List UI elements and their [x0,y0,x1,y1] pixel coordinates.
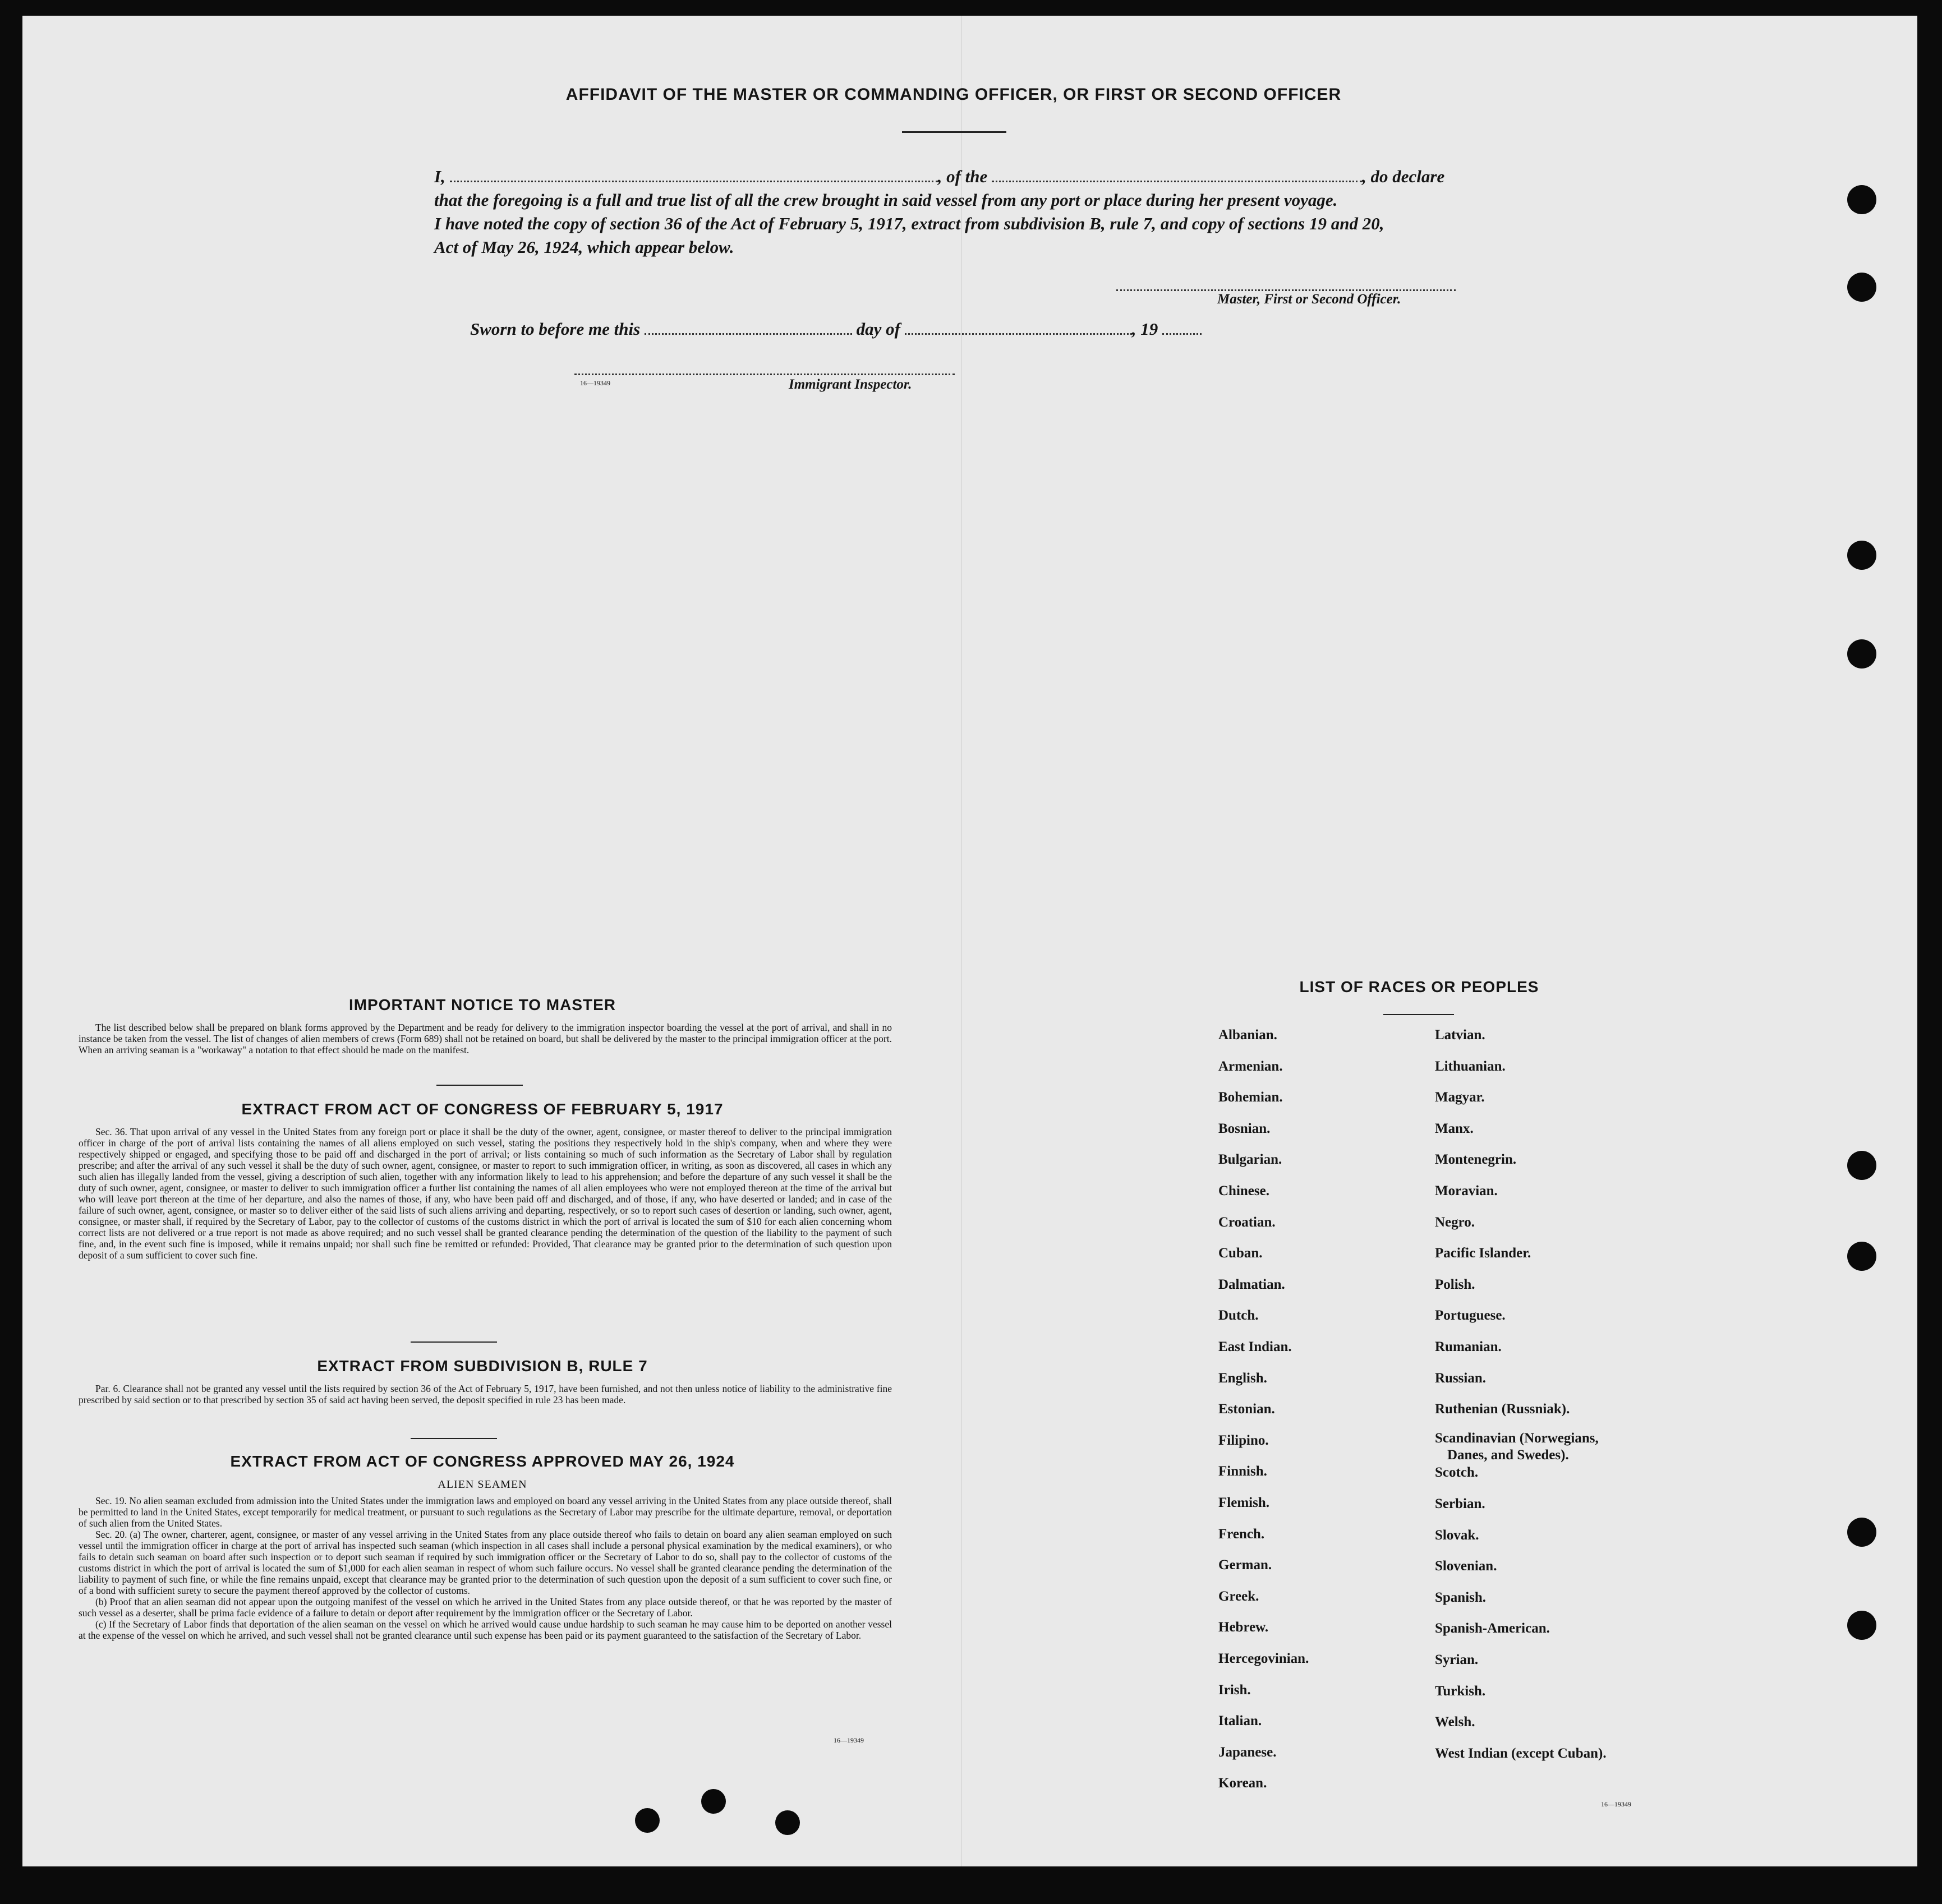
race-item: French. [1218,1527,1265,1542]
declarant-label: I, [434,167,445,186]
race-item: Spanish-American. [1435,1621,1550,1636]
affidavit-line-2: that the foregoing is a full and true list of all the crew brought in said vessel from any port or place during her present voyage. [434,190,1338,210]
race-item: Croatian. [1218,1215,1276,1230]
race-item: Cuban. [1218,1246,1263,1261]
race-item: Magyar. [1435,1090,1485,1105]
race-item: Ruthenian (Russniak). [1435,1402,1570,1417]
affidavit-line-3: I have noted the copy of section 36 of the Act of February 5, 1917, extract from subdivision B, rule 7, and copy of sections 19 and 20, [434,214,1384,233]
race-item: Negro. [1435,1215,1475,1230]
race-item: Manx. [1435,1121,1474,1136]
extract-rule7-body [79,1383,892,1405]
race-item: Scotch. [1435,1465,1479,1480]
race-item: Scandinavian (Norwegians, [1435,1431,1599,1446]
races-title: LIST OF RACES OR PEOPLES [1299,978,1539,995]
race-item: Bohemian. [1218,1090,1283,1105]
section-divider [436,1085,523,1086]
punch-hole [635,1808,660,1833]
race-item: Lithuanian. [1435,1059,1506,1074]
par-6-paragraph: Par. 6. Clearance shall not be granted any vessel until the lists required by section 36 of the Act of February 5, 1917, have been furnished, and not then unless notice of liability to the administrative fine prescribed by said section or to that prescribed by section 35 of said act having been served, the deposit specified in rule 23 has been made. [79,1383,892,1405]
do-declare-label: , do declare [1362,167,1445,186]
section-divider [411,1341,497,1343]
alien-seamen-subtitle: ALIEN SEAMEN [438,1478,527,1491]
race-item: Rumanian. [1435,1339,1502,1354]
notice-title: IMPORTANT NOTICE TO MASTER [348,996,616,1013]
form-number: 16—19349 [834,1736,864,1744]
race-item: Bosnian. [1218,1121,1271,1136]
race-item: Italian. [1218,1713,1262,1728]
race-item: Armenian. [1218,1059,1283,1074]
sec-19-paragraph: Sec. 19. No alien seaman excluded from admission into the United States under the immigration laws and employed on board any vessel arriving in the United States from any place outside thereof, shall be permitted to land in the United States, except temporarily for medical treatment, or pursuant to such regulations as the Secretary of Labor may prescribe for the ultimate departure, removal, or deportation of such alien from the United States. [79,1495,892,1529]
inspector-label: Immigrant Inspector. [789,377,912,392]
race-item: Pacific Islander. [1435,1246,1531,1261]
race-item: Irish. [1218,1682,1251,1698]
race-item: Moravian. [1435,1183,1498,1198]
punch-hole [775,1810,800,1835]
race-item: Finnish. [1218,1464,1267,1479]
extract-1924-title: EXTRACT FROM ACT OF CONGRESS APPROVED MAY 26, 1924 [230,1453,735,1470]
declarant-name-field[interactable] [450,180,938,182]
race-item: Turkish. [1435,1684,1486,1699]
race-item: Korean. [1218,1776,1267,1791]
race-item: Slovenian. [1435,1559,1497,1574]
race-item: Serbian. [1435,1496,1485,1511]
punch-hole [1847,273,1876,302]
of-the-label: , of the [937,167,988,186]
affidavit-title: AFFIDAVIT OF THE MASTER OR COMMANDING OFFICER, OR FIRST OR SECOND OFFICER [565,85,1342,104]
race-item: Dutch. [1218,1308,1259,1323]
notice-paragraph: The list described below shall be prepared on blank forms approved by the Department and be ready for delivery to the immigration inspector boarding the vessel at the port of arrival, and shall in no instance be taken from the vessel. The list of changes of alien members of crews (Form 689) shall not be retained on board, but shall be delivered by the master to the principal immigration officer at the port. When an arriving seaman is a "workaway" a notation to that effect should be made on the manifest. [79,1022,892,1055]
sworn-month-field[interactable] [905,333,1132,335]
sec-20a-paragraph: Sec. 20. (a) The owner, charterer, agent, consignee, or master of any vessel arriving in the United States from any place outside thereof who fails to detain on board any alien seaman employed on such vessel until the immigration officer in charge at the port of arrival has inspected such seaman (which inspection in all cases shall include a personal physical examination by the medical examiners), or who fails to detain such seaman on board after such inspection or to deport such seaman if required by such immigration officer or the Secretary of Labor to do so, shall pay to the collector of customs of the customs district in which the port of arrival is located the sum of $1,000 for each alien seaman in respect of whom such failure occurs. No vessel shall be granted clearance pending the determination of the liability to payment of such fine, or while the fine remains unpaid, except that clearance may be granted prior to the determination of such question upon the deposit of a sum sufficient to cover such fine, or of a bond with sufficient surety to secure the payment thereof approved by the collector of customs. [79,1529,892,1596]
form-number: 16—19349 [580,379,610,387]
extract-rule7-title: EXTRACT FROM SUBDIVISION B, RULE 7 [317,1357,648,1375]
sworn-day-field[interactable] [645,333,852,335]
sworn-line [470,317,1255,341]
sworn-day-of-label: day of [856,319,900,339]
punch-hole [1847,1611,1876,1640]
affidavit-line-1 [434,165,1489,188]
race-item: Welsh. [1435,1714,1475,1730]
race-item: Chinese. [1218,1183,1269,1198]
form-number: 16—19349 [1601,1800,1631,1808]
sworn-year-label: , 19 [1131,319,1158,339]
race-item: Syrian. [1435,1652,1479,1667]
punch-hole [1847,1242,1876,1271]
race-item: Japanese. [1218,1745,1277,1760]
section-divider [411,1438,497,1439]
sec-36-paragraph: Sec. 36. That upon arrival of any vessel in the United States from any foreign port or place it shall be the duty of the owner, agent, consignee, or master thereof to deliver to the principal immigration officer in charge of the port of arrival lists containing the names of all aliens employed on such vessel, stating the positions they respectively hold in the ship's company, when and where they were respectively shipped or engaged, and specifying those to be paid off and discharged in the port of arrival; or lists containing so much of such information as the Secretary of Labor shall by regulation prescribe; and after the arrival of any such vessel it shall be the duty of such owner, agent, consignee, or master to report to such immigration officer, in writing, as soon as discovered, all cases in which any such alien has illegally landed from the vessel, giving a description of such alien, together with any information likely to lead to his apprehension; and before the departure of any such vessel it shall be the duty of such owner, agent, consignee, or master to deliver to such immigration officer a further list containing the names of all alien employees who were not employed thereon at the time of the arrival but who will leave port thereon at the time of her departure, and also the names of those, if any, who have been paid off and discharged, and of those, if any, who have deserted or landed; and in case of the failure of such owner, agent, consignee, or master so to deliver either of the said lists of such aliens arriving and departing, respectively, or so to report such cases of desertion or landing, such owner, agent, consignee, or master shall, if required by the Secretary of Labor, pay to the collector of customs of the customs district in which the port of arrival is located the sum of $10 for each alien concerning whom correct lists are not delivered or a true report is not made as above required; and no such vessel shall be granted clearance pending the determination of the question of the liability to the payment of such fine, and, in the event such fine is imposed, while it remains unpaid; nor shall such fine be remitted or refunded: Provided, That clearance may be granted prior to the determination of such question upon deposit of a sum sufficient to cover such fine. [79,1126,892,1261]
inspector-signature-field[interactable] [574,374,955,375]
race-item: Slovak. [1435,1528,1479,1543]
vessel-name-field[interactable] [992,180,1362,182]
race-item: Hebrew. [1218,1620,1269,1635]
master-signature-field[interactable] [1116,289,1456,291]
punch-hole [1847,1151,1876,1180]
punch-hole [1847,1518,1876,1547]
punch-hole [701,1789,726,1814]
sec-20c-paragraph: (c) If the Secretary of Labor finds that deportation of the alien seaman on the vessel on which he arrived would cause undue hardship to such seaman he may cause him to be deported on another vessel at the expense of the vessel on which he arrived, and such vessel shall not be granted clearance until such expense has been paid or its payment guaranteed to the satisfaction of the Secretary of Labor. [79,1619,892,1641]
affidavit-line-4: Act of May 26, 1924, which appear below. [434,237,734,257]
extract-1917-body [79,1126,892,1261]
notice-body [79,1022,892,1055]
race-item: Hercegovinian. [1218,1651,1309,1666]
race-item: East Indian. [1218,1339,1292,1354]
sec-20b-paragraph: (b) Proof that an alien seaman did not appear upon the outgoing manifest of the vessel on which he arrived in the United States from any place outside thereof, or that he was reported by the master of such vessel as a deserter, shall be prima facie evidence of a failure to detain or deport after requirement by the immigration officer or the Secretary of Labor. [79,1596,892,1619]
page-fold [961,16,962,1866]
punch-hole [1847,639,1876,669]
race-item: English. [1218,1371,1267,1386]
race-item: Albanian. [1218,1027,1277,1043]
race-item: Montenegrin. [1435,1152,1517,1167]
punch-hole [1847,185,1876,214]
race-item: Polish. [1435,1277,1475,1292]
master-label: Master, First or Second Officer. [1217,292,1401,307]
race-item: Portuguese. [1435,1308,1506,1323]
race-item: Filipino. [1218,1433,1269,1448]
race-item: Russian. [1435,1371,1487,1386]
race-item: Danes, and Swedes). [1447,1447,1569,1463]
race-item: Spanish. [1435,1590,1487,1605]
sworn-prefix: Sworn to before me this [470,319,641,339]
sworn-year-field[interactable] [1162,333,1202,335]
race-item: Estonian. [1218,1402,1275,1417]
race-item: German. [1218,1557,1272,1573]
races-divider [1383,1014,1454,1015]
title-divider [902,131,1006,133]
race-item: Bulgarian. [1218,1152,1282,1167]
race-item: Dalmatian. [1218,1277,1285,1292]
punch-hole [1847,541,1876,570]
race-item: Flemish. [1218,1495,1269,1510]
race-item: Latvian. [1435,1027,1485,1043]
extract-1917-title: EXTRACT FROM ACT OF CONGRESS OF FEBRUARY 5, 1917 [241,1100,724,1118]
extract-1924-body [79,1495,892,1641]
race-item: West Indian (except Cuban). [1435,1746,1607,1761]
race-item: Greek. [1218,1589,1259,1604]
